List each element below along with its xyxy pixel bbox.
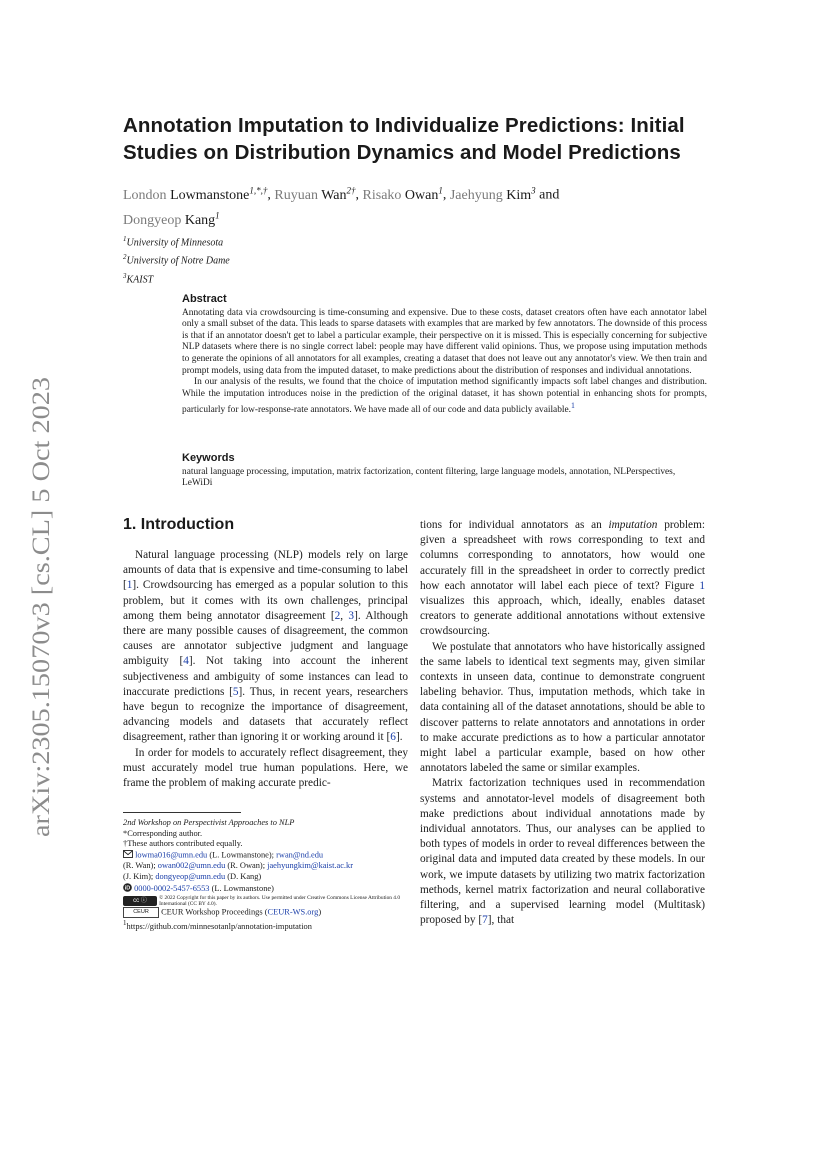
affiliation-3: $^3$KAIST: [123, 271, 154, 285]
intro-paragraph-2: In order for models to accurately reflect disagreement, they must accurately model true human populations. Here, we frame the problem of making accurate predic-: [123, 746, 408, 790]
arxiv-stamp: [22, 376, 58, 838]
affiliation-1: $^1$University of Minnesota: [123, 235, 224, 249]
citation-link[interactable]: 6: [390, 731, 396, 744]
intro-paragraph-continued: tions for individual annotators as an imputation problem: given a spreadsheet with rows corresponding to text and columns corresponding to annotators, how would one accurately fill in the spreadsheet in order to correctly predict how each annotator will label each piece of text? Figure 1 visualizes this approach, which, ideally, enables dataset creators to generate additional annotations without extensive crowdsourcing.: [420, 519, 705, 638]
citation-link[interactable]: 7: [482, 914, 488, 927]
footnote-emails: lowma016@umn.edu (L. Lowmanstone); rwan@nd.edu: [123, 850, 423, 862]
paper-title: Annotation Imputation to Individualize Predictions: Initial Studies on Distribution Dynamics and Model Predictions: [123, 114, 685, 164]
figure-link[interactable]: 1: [699, 579, 705, 592]
author-list: London Lowmanstone$^{1,*,\dagger}$, Ruyuan Wan$^{2\dagger}$, Risako Owan$^1$, Jaehyung Kim$^3$ and Dongyeop Kang$^1$: [123, 185, 560, 229]
footnote-ref[interactable]: 1: [571, 401, 575, 411]
ceur-logo-icon: CEUR: [123, 907, 159, 918]
affiliations: [123, 232, 230, 287]
abstract-heading: Abstract: [182, 293, 227, 305]
footnote-emails-line-3: (J. Kim); dongyeop@umn.edu (D. Kang): [123, 871, 262, 881]
intro-paragraph-4: Matrix factorization techniques used in recommendation systems and annotator-level models of disagreement both make predictions about individual annotations made by individual annotators. Thus, our analyses can be applied to both types of models in order to reveal differences between the original data and imputed data created by these models. In our work, we impute datasets by utilizing two matrix factorization methods, kernel matrix factorization and neural collaborative filtering, and a supervised learning model (Multitask) proposed by [7], that: [420, 777, 705, 927]
email-link[interactable]: rwan@nd.edu: [276, 850, 324, 860]
footnote-url: $^1$https://github.com/minnesotanlp/annotation-imputation: [123, 919, 312, 931]
arxiv-id-text: arXiv:2305.15070v3 [cs.CL] 5 Oct 2023: [28, 430, 55, 837]
cc-by-badge-icon: cc ⓘ: [123, 896, 157, 906]
orcid-link[interactable]: 0000-0002-5457-6553: [134, 883, 210, 893]
section-heading-introduction: 1. Introduction: [123, 516, 235, 533]
citation-link[interactable]: 4: [183, 655, 189, 668]
citation-link[interactable]: 3: [348, 609, 355, 622]
footnotes: [123, 818, 423, 933]
abstract: [182, 294, 707, 417]
author-1: London Lowmanstone$^{1,*,\dagger}$: [123, 185, 268, 203]
body-column-right: [420, 518, 705, 928]
keywords-heading: Keywords: [182, 452, 235, 464]
footnote-corresponding: *Corresponding author.: [123, 828, 203, 838]
keywords: [182, 453, 707, 490]
footnote-rule: [123, 812, 241, 813]
footnote-emails-line-2: (R. Wan); owan002@umn.edu (R. Owan); jaehyungkim@kaist.ac.kr: [123, 861, 353, 871]
citation-link[interactable]: 5: [232, 685, 239, 698]
email-link[interactable]: dongyeop@umn.edu: [155, 871, 226, 881]
body-column-left: [123, 548, 408, 791]
repo-url[interactable]: https://github.com/minnesotanlp/annotation-imputation: [126, 921, 312, 931]
svg-text:iD: iD: [124, 885, 131, 892]
footnote-copyright: cc ⓘ © 2022 Copyright for this paper by its authors. Use permitted under Creative Commons License Attribution 4.0 International (CC BY 4.0).: [123, 895, 423, 907]
author-3: Risako Owan$^1$: [362, 185, 443, 203]
footnote-ceur: CEUR CEUR Workshop Proceedings (CEUR-WS.org): [123, 907, 423, 918]
author-5: Dongyeop Kang$^1$: [123, 210, 220, 229]
citation-link[interactable]: 2: [334, 609, 341, 622]
ceur-link[interactable]: CEUR-WS.org: [267, 907, 319, 917]
abstract-paragraph-1: Annotating data via crowdsourcing is time-consuming and expensive. Due to these costs, dataset creators often have each annotator label only a small subset of the data. This leads to sparse datasets with examples that are marked by few annotators. The downside of this process is that if an annotator doesn't get to label a particular example, their perspective on it is missed. This is especially concerning for subjective NLP datasets where there is no single correct label: people may have different valid opinions. Thus, we propose using imputation methods to generate the opinions of all annotators for all examples, creating a dataset that does not leave out any annotator's view. We then train and prompt models, using data from the imputed dataset, to make predictions about the distribution of responses and individual annotations.: [182, 307, 707, 376]
author-4: Jaehyung Kim$^3$: [449, 185, 536, 203]
footnote-venue: 2nd Workshop on Perspectivist Approaches to NLP: [123, 818, 295, 827]
footnote-equal: †These authors contributed equally.: [123, 839, 243, 849]
orcid-icon: [123, 883, 132, 896]
email-link[interactable]: lowma016@umn.edu: [135, 850, 208, 860]
footnote-orcid: iD 0000-0002-5457-6553 (L. Lowmanstone): [123, 883, 423, 896]
email-link[interactable]: owan002@umn.edu: [157, 861, 226, 871]
intro-paragraph-3: We postulate that annotators who have historically assigned the same labels to identical text segments may, given similar contexts in unseen data, continue to demonstrate congruent labeling behavior. Thus, imputation methods, which take in data containing all of the dataset annotations, should be able to discover patterns to relate annotators and annotations in order to make accurate predictions as to how a particular annotator might label a particular example, based on how other annotators labeled the same or similar examples.: [420, 640, 705, 775]
abstract-paragraph-2: In our analysis of the results, we found that the choice of imputation method significantly impacts soft label changes and distribution. While the imputation introduces noise in the prediction of the original dataset, it has shown potential in enhancing shots for prompts, particularly for low-response-rate annotators. We have made all of our code and data publicly available.$^1$: [182, 377, 707, 416]
intro-paragraph-1: Natural language processing (NLP) models rely on large amounts of data that is expensive and time-consuming to label [1]. Crowdsourcing has emerged as a popular solution to this problem, but it comes with its own challenges, principal among them being annotator disagreement [2, 3]. Although there are many possible causes of disagreement, the common causes are annotator subjective judgment and language ambiguity [4]. Not taking into account the inherent subjectiveness and ambiguity of some instances can lead to inaccurate predictions [5]. Thus, in recent years, researchers have begun to recognize the importance of disagreement, advancing models and datasets that accurately reflect disagreement, rather than ignoring it or working around it [6].: [123, 549, 409, 744]
envelope-icon: [123, 850, 133, 862]
keywords-text: natural language processing, imputation, matrix factorization, content filtering, large language models, annotation, NLPerspectives, LeWiDi: [182, 466, 676, 489]
citation-link[interactable]: 1: [126, 579, 133, 592]
email-link[interactable]: jaehyungkim@kaist.ac.kr: [267, 861, 353, 871]
affiliation-2: $^2$University of Notre Dame: [123, 253, 230, 267]
author-2: Ruyuan Wan$^{2\dagger}$: [274, 185, 356, 203]
